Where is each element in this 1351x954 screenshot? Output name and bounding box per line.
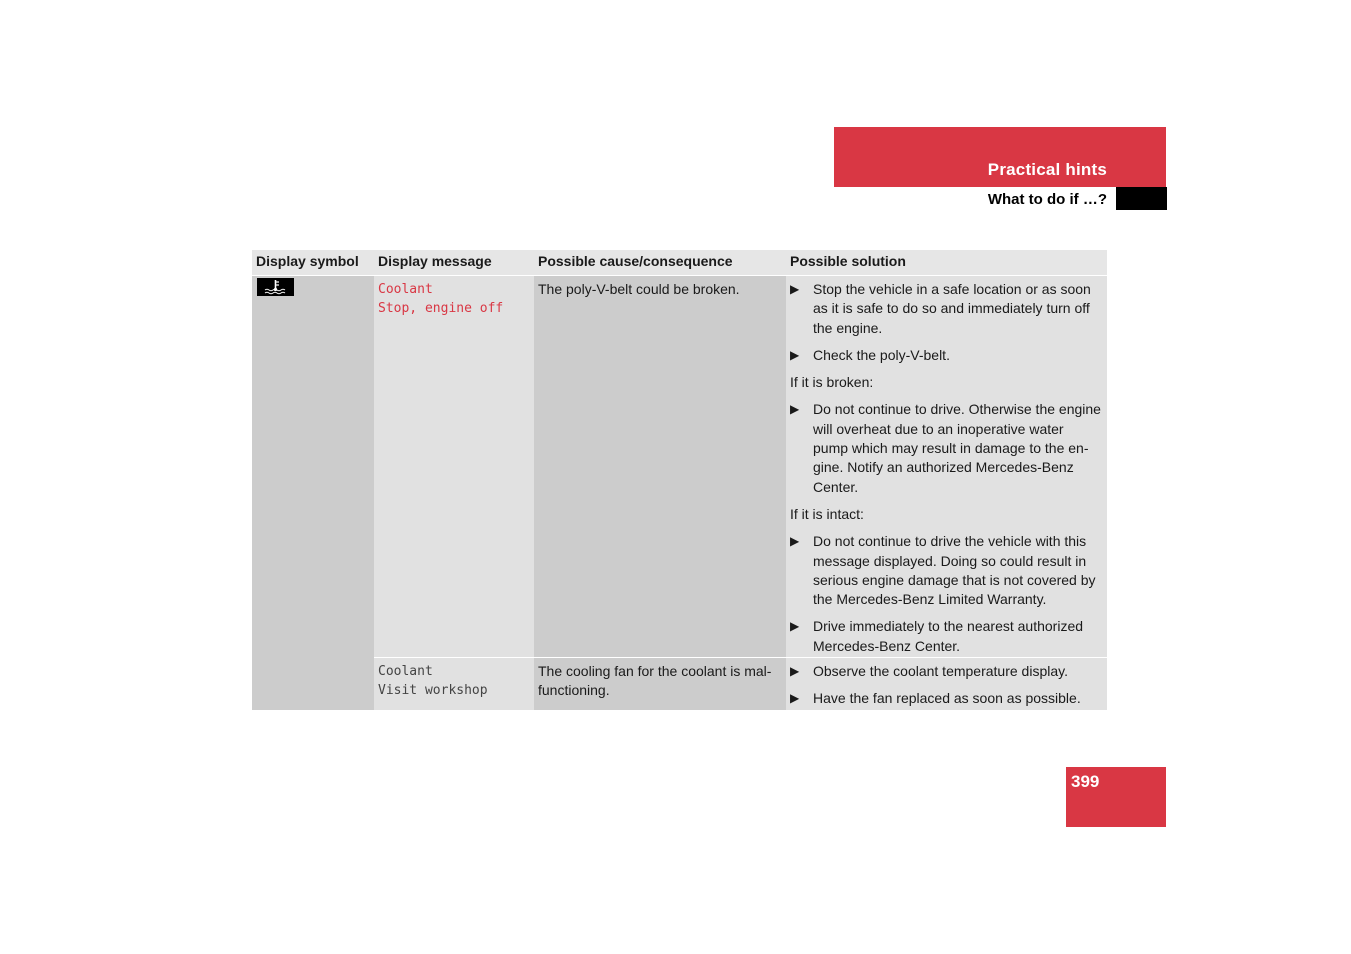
- condition-text: If it is broken:: [790, 374, 874, 391]
- header-possible-cause: Possible cause/consequence: [534, 250, 786, 275]
- display-messages-table: [252, 250, 1107, 710]
- list-item: ▶ Drive immediately to the nearest authorized Mercedes-Benz Center.: [790, 618, 1084, 654]
- list-item: ▶ Check the poly-V-belt.: [790, 346, 1102, 365]
- page-number: 399: [1071, 772, 1100, 791]
- solution-cooling-fan: [786, 660, 1107, 717]
- section-tab-marker: [1116, 187, 1167, 210]
- subsection-title: What to do if …?: [987, 191, 1107, 208]
- bullet-arrow-icon: ▶: [790, 534, 800, 549]
- header-possible-solution: Possible solution: [786, 250, 1107, 275]
- solution-poly-v-belt: [786, 278, 1107, 664]
- list-item: ▶ Do not continue to drive. Otherwise the engine will overheat due to an inoperative water pump which may result in damage to the engine. Notify an authorized Mercedes-Benz Center.: [790, 401, 1101, 495]
- bullet-arrow-icon: ▶: [790, 691, 800, 706]
- list-item: ▶ Have the fan replaced as soon as possible.: [790, 689, 1102, 708]
- list-item: ▶ Observe the coolant temperature display.: [790, 662, 1102, 681]
- message-line: Stop, engine off: [378, 301, 504, 317]
- bullet-arrow-icon: ▶: [790, 347, 800, 362]
- bullet-arrow-icon: ▶: [790, 619, 800, 634]
- message-line: Visit workshop: [378, 683, 488, 699]
- message-line: Coolant: [378, 282, 433, 297]
- list-item: ▶ Stop the vehicle in a safe location or as soon as it is safe to do so and immediately turn off the engine.: [790, 281, 1091, 336]
- bullet-arrow-icon: ▶: [790, 664, 800, 678]
- display-message-visit-workshop: [374, 660, 534, 701]
- list-item: ▶ Do not continue to drive the vehicle with this message displayed. Doing so could result in serious engine damage that is not covered by the Mercedes-Benz Limited Warranty.: [790, 533, 1096, 608]
- header-divider: [252, 275, 1107, 276]
- header-display-symbol: Display symbol: [252, 250, 374, 275]
- symbol-column-bg: [252, 275, 374, 710]
- bullet-arrow-icon: ▶: [790, 282, 800, 296]
- header-display-message: Display message: [374, 250, 534, 275]
- bullet-arrow-icon: ▶: [790, 402, 800, 417]
- message-line: Coolant: [378, 664, 433, 679]
- display-message-stop-engine-off: [374, 278, 534, 319]
- coolant-temperature-icon: [257, 278, 294, 296]
- cause-column-bg: [534, 275, 786, 710]
- section-title: Practical hints: [987, 160, 1107, 179]
- cause-poly-v-belt: The poly-V-belt could be broken.: [538, 281, 740, 297]
- cause-cooling-fan: The cooling fan for the coolant is malfunctioning.: [538, 663, 772, 699]
- condition-text: If it is intact:: [790, 505, 864, 522]
- message-column-bg: [374, 275, 534, 710]
